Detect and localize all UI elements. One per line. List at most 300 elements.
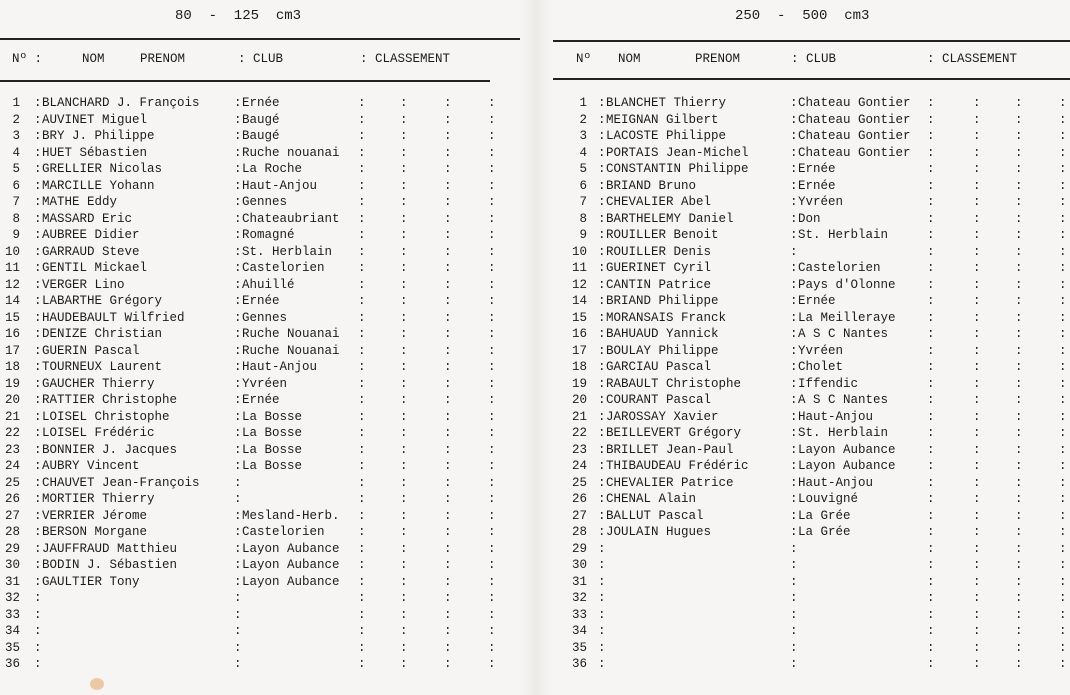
row-number: 21 — [571, 409, 587, 424]
row-separator: : — [400, 178, 408, 193]
row-separator: : — [488, 541, 496, 556]
row-separator: : — [234, 162, 242, 176]
row-number: 29 — [4, 541, 20, 556]
row-number: 25 — [571, 475, 587, 490]
row-name: AUBREE Didier — [42, 228, 140, 242]
row-separator: : — [34, 459, 42, 473]
row-separator: : — [234, 277, 242, 292]
row-club: Cholet — [798, 360, 844, 374]
row-separator: : — [488, 558, 496, 572]
left-header-prenom: PRENOM — [140, 52, 186, 66]
row-number: 2 — [12, 112, 20, 127]
row-separator: : — [790, 591, 798, 605]
row-separator: : — [444, 508, 452, 523]
row-number: 27 — [571, 508, 587, 523]
row-separator: : — [444, 459, 452, 473]
row-separator: : — [973, 393, 981, 407]
row-separator: : — [358, 261, 366, 275]
row-number: 17 — [571, 343, 587, 358]
table-row — [0, 178, 520, 195]
row-separator: : — [1059, 624, 1067, 638]
table-row — [0, 640, 520, 657]
row-separator: : — [790, 211, 798, 226]
table-row — [0, 293, 520, 310]
table-row — [0, 508, 520, 525]
row-name: LABARTHE Grégory — [42, 294, 163, 308]
row-separator: : — [1015, 426, 1023, 440]
row-separator: : — [34, 96, 42, 110]
table-row — [0, 491, 520, 508]
row-number: 15 — [571, 310, 587, 325]
row-separator: : — [598, 211, 606, 226]
row-separator: : — [598, 261, 606, 275]
row-separator: : — [790, 640, 798, 655]
row-separator: : — [234, 96, 242, 110]
table-row — [553, 574, 1070, 591]
row-separator: : — [400, 607, 408, 622]
row-separator: : — [927, 492, 935, 506]
row-separator: : — [598, 475, 606, 490]
row-separator: : — [234, 657, 242, 671]
table-row — [553, 640, 1070, 657]
row-separator: : — [1015, 244, 1023, 259]
row-number: 35 — [571, 640, 587, 655]
row-separator: : — [34, 343, 42, 358]
row-name: BONNIER J. Jacques — [42, 442, 178, 457]
row-separator: : — [234, 228, 242, 242]
row-separator: : — [34, 508, 42, 523]
row-separator: : — [1015, 607, 1023, 622]
row-separator: : — [927, 475, 935, 490]
row-name: BRY J. Philippe — [42, 129, 155, 143]
row-separator: : — [234, 492, 242, 506]
row-separator: : — [790, 360, 798, 374]
row-name: GUERINET Cyril — [606, 261, 712, 275]
row-separator: : — [488, 162, 496, 176]
row-separator: : — [1015, 277, 1023, 292]
row-separator: : — [400, 327, 408, 341]
row-separator: : — [358, 426, 366, 440]
row-separator: : — [1015, 525, 1023, 539]
row-separator: : — [598, 541, 606, 556]
table-row — [0, 95, 520, 112]
row-separator: : — [358, 459, 366, 473]
row-separator: : — [973, 96, 981, 110]
row-name: LACOSTE Philippe — [606, 129, 727, 143]
row-club: Pays d'Olonne — [798, 277, 896, 292]
row-separator: : — [488, 393, 496, 407]
row-name: BRIAND Philippe — [606, 294, 719, 308]
row-separator: : — [234, 211, 242, 226]
row-number: 16 — [571, 327, 587, 341]
row-separator: : — [598, 327, 606, 341]
row-separator: : — [1059, 475, 1067, 490]
row-separator: : — [927, 310, 935, 325]
row-separator: : — [1059, 574, 1067, 589]
row-number: 1 — [579, 96, 587, 110]
row-separator: : — [973, 310, 981, 325]
row-separator: : — [34, 261, 42, 275]
row-separator: : — [973, 294, 981, 308]
row-separator: : — [400, 426, 408, 440]
row-separator: : — [1015, 393, 1023, 407]
row-separator: : — [927, 624, 935, 638]
row-club: Chateau Gontier — [798, 96, 911, 110]
row-club: Haut-Anjou — [798, 475, 874, 490]
row-separator: : — [488, 459, 496, 473]
row-name: RABAULT Christophe — [606, 376, 742, 391]
row-separator: : — [1059, 244, 1067, 259]
row-separator: : — [1059, 96, 1067, 110]
row-club: Romagné — [242, 228, 295, 242]
row-name: BAHUAUD Yannick — [606, 327, 719, 341]
row-club: Castelorien — [798, 261, 881, 275]
table-row — [0, 310, 520, 327]
row-separator: : — [234, 475, 242, 490]
row-separator: : — [358, 409, 366, 424]
row-separator: : — [790, 657, 798, 671]
row-separator: : — [234, 145, 242, 160]
row-separator: : — [973, 376, 981, 391]
row-separator: : — [488, 277, 496, 292]
row-name: VERGER Lino — [42, 277, 125, 292]
row-separator: : — [1059, 310, 1067, 325]
right-header-num: Nº — [576, 52, 592, 66]
row-separator: : — [400, 459, 408, 473]
row-separator: : — [927, 145, 935, 160]
row-separator: : — [790, 310, 798, 325]
row-separator: : — [790, 162, 798, 176]
row-number: 20 — [571, 393, 587, 407]
row-separator: : — [927, 607, 935, 622]
row-separator: : — [1015, 442, 1023, 457]
row-separator: : — [400, 96, 408, 110]
table-row — [553, 425, 1070, 442]
row-number: 33 — [571, 607, 587, 622]
row-separator: : — [400, 574, 408, 589]
row-separator: : — [358, 310, 366, 325]
table-row — [553, 293, 1070, 310]
row-name: JAROSSAY Xavier — [606, 409, 719, 424]
row-number: 29 — [571, 541, 587, 556]
row-separator: : — [598, 162, 606, 176]
table-row — [553, 541, 1070, 558]
row-separator: : — [1015, 294, 1023, 308]
row-club: St. Herblain — [798, 426, 889, 440]
row-club: Castelorien — [242, 261, 325, 275]
row-separator: : — [973, 624, 981, 638]
row-number: 9 — [579, 228, 587, 242]
row-separator: : — [400, 475, 408, 490]
row-separator: : — [444, 195, 452, 209]
row-club: Yvréen — [798, 195, 844, 209]
row-separator: : — [444, 145, 452, 160]
row-separator: : — [790, 426, 798, 440]
row-separator: : — [34, 624, 42, 638]
row-number: 17 — [4, 343, 20, 358]
row-separator: : — [444, 129, 452, 143]
row-separator: : — [927, 112, 935, 127]
row-club: La Bosse — [242, 459, 303, 473]
row-separator: : — [927, 178, 935, 193]
row-name: MEIGNAN Gilbert — [606, 112, 719, 127]
table-row — [0, 359, 520, 376]
row-separator: : — [358, 211, 366, 226]
row-separator: : — [234, 294, 242, 308]
row-separator: : — [598, 591, 606, 605]
row-separator: : — [488, 508, 496, 523]
row-separator: : — [34, 426, 42, 440]
row-separator: : — [234, 640, 242, 655]
row-separator: : — [358, 228, 366, 242]
table-row — [553, 112, 1070, 129]
row-separator: : — [973, 508, 981, 523]
row-separator: : — [790, 624, 798, 638]
table-row — [553, 95, 1070, 112]
row-separator: : — [488, 195, 496, 209]
row-separator: : — [234, 508, 242, 523]
row-name: GENTIL Mickael — [42, 261, 148, 275]
row-separator: : — [400, 492, 408, 506]
row-separator: : — [790, 574, 798, 589]
row-name: AUVINET Miguel — [42, 112, 148, 127]
table-row — [553, 227, 1070, 244]
row-number: 28 — [571, 525, 587, 539]
table-row — [0, 623, 520, 640]
row-separator: : — [1015, 327, 1023, 341]
row-separator: : — [790, 145, 798, 160]
row-separator: : — [234, 178, 242, 193]
row-separator: : — [973, 129, 981, 143]
row-separator: : — [1059, 442, 1067, 457]
row-separator: : — [927, 162, 935, 176]
row-separator: : — [488, 310, 496, 325]
row-number: 14 — [571, 294, 587, 308]
row-separator: : — [34, 541, 42, 556]
row-club: La Grée — [798, 508, 851, 523]
row-separator: : — [400, 310, 408, 325]
row-number: 14 — [4, 294, 20, 308]
row-separator: : — [34, 657, 42, 671]
row-name: BERSON Morgane — [42, 525, 148, 539]
row-separator: : — [927, 228, 935, 242]
row-separator: : — [973, 327, 981, 341]
row-separator: : — [34, 393, 42, 407]
row-separator: : — [234, 195, 242, 209]
row-separator: : — [790, 327, 798, 341]
row-separator: : — [400, 558, 408, 572]
row-separator: : — [1059, 228, 1067, 242]
row-separator: : — [1015, 211, 1023, 226]
row-separator: : — [927, 129, 935, 143]
table-row — [0, 409, 520, 426]
row-separator: : — [790, 244, 798, 259]
row-separator: : — [1015, 162, 1023, 176]
row-number: 27 — [4, 508, 20, 523]
table-row — [553, 343, 1070, 360]
row-number: 5 — [12, 162, 20, 176]
row-separator: : — [234, 558, 242, 572]
row-separator: : — [1059, 657, 1067, 671]
paper-stain — [90, 678, 104, 690]
row-name: GARCIAU Pascal — [606, 360, 712, 374]
row-name: CHEVALIER Patrice — [606, 475, 734, 490]
row-name: COURANT Pascal — [606, 393, 712, 407]
row-separator: : — [358, 591, 366, 605]
row-separator: : — [1015, 475, 1023, 490]
row-separator: : — [927, 558, 935, 572]
row-number: 20 — [4, 393, 20, 407]
table-row — [553, 392, 1070, 409]
row-separator: : — [973, 525, 981, 539]
row-separator: : — [358, 376, 366, 391]
row-club: La Grée — [798, 525, 851, 539]
row-club: Yvréen — [798, 343, 844, 358]
row-separator: : — [234, 574, 242, 589]
row-separator: : — [34, 228, 42, 242]
row-separator: : — [234, 459, 242, 473]
row-name: MASSARD Eric — [42, 211, 133, 226]
row-name: BODIN J. Sébastien — [42, 558, 178, 572]
row-separator: : — [1015, 96, 1023, 110]
row-separator: : — [790, 343, 798, 358]
row-separator: : — [598, 508, 606, 523]
row-separator: : — [927, 195, 935, 209]
row-separator: : — [488, 657, 496, 671]
table-row — [0, 376, 520, 393]
row-club: St. Herblain — [242, 244, 333, 259]
row-separator: : — [444, 426, 452, 440]
row-separator: : — [927, 343, 935, 358]
row-separator: : — [444, 409, 452, 424]
row-name: AUBRY Vincent — [42, 459, 140, 473]
row-number: 36 — [4, 657, 20, 671]
table-row — [553, 475, 1070, 492]
row-separator: : — [598, 442, 606, 457]
row-number: 5 — [579, 162, 587, 176]
row-club: Ernée — [798, 294, 836, 308]
row-separator: : — [973, 244, 981, 259]
table-row — [0, 161, 520, 178]
row-separator: : — [234, 393, 242, 407]
row-name: DENIZE Christian — [42, 327, 163, 341]
row-separator: : — [1015, 459, 1023, 473]
row-separator: : — [1015, 129, 1023, 143]
row-number: 26 — [571, 492, 587, 506]
row-separator: : — [444, 360, 452, 374]
table-row — [0, 557, 520, 574]
row-separator: : — [927, 541, 935, 556]
row-separator: : — [34, 607, 42, 622]
row-name: VERRIER Jérome — [42, 508, 148, 523]
row-separator: : — [790, 228, 798, 242]
table-row — [0, 145, 520, 162]
row-separator: : — [358, 607, 366, 622]
row-name: MORANSAIS Franck — [606, 310, 727, 325]
row-separator: : — [444, 574, 452, 589]
row-separator: : — [790, 195, 798, 209]
row-separator: : — [488, 211, 496, 226]
row-separator: : — [488, 244, 496, 259]
row-separator: : — [598, 624, 606, 638]
row-separator: : — [34, 129, 42, 143]
row-separator: : — [444, 228, 452, 242]
row-club: Don — [798, 211, 821, 226]
table-row — [553, 376, 1070, 393]
row-separator: : — [927, 591, 935, 605]
row-name: HUET Sébastien — [42, 145, 148, 160]
row-separator: : — [358, 475, 366, 490]
row-number: 32 — [571, 591, 587, 605]
row-separator: : — [1059, 508, 1067, 523]
row-separator: : — [234, 541, 242, 556]
table-row — [553, 557, 1070, 574]
row-separator: : — [488, 343, 496, 358]
row-separator: : — [34, 409, 42, 424]
table-row — [0, 343, 520, 360]
row-number: 34 — [571, 624, 587, 638]
row-name: GAULTIER Tony — [42, 574, 140, 589]
row-name: BARTHELEMY Daniel — [606, 211, 734, 226]
row-number: 10 — [4, 244, 20, 259]
table-row — [0, 475, 520, 492]
table-row — [0, 244, 520, 261]
row-separator: : — [973, 475, 981, 490]
row-separator: : — [34, 360, 42, 374]
row-separator: : — [400, 211, 408, 226]
row-separator: : — [488, 376, 496, 391]
row-separator: : — [234, 591, 242, 605]
row-separator: : — [1015, 261, 1023, 275]
row-number: 28 — [4, 525, 20, 539]
row-separator: : — [400, 343, 408, 358]
row-separator: : — [598, 310, 606, 325]
row-name: MARCILLE Yohann — [42, 178, 155, 193]
row-separator: : — [790, 525, 798, 539]
right-page-title: 250 - 500 cm3 — [735, 8, 870, 24]
row-separator: : — [358, 360, 366, 374]
row-number: 8 — [12, 211, 20, 226]
row-separator: : — [234, 442, 242, 457]
row-separator: : — [598, 294, 606, 308]
row-separator: : — [927, 393, 935, 407]
row-separator: : — [973, 574, 981, 589]
row-separator: : — [790, 277, 798, 292]
row-separator: : — [1059, 112, 1067, 127]
row-club: Yvréen — [242, 376, 288, 391]
row-separator: : — [400, 145, 408, 160]
row-separator: : — [973, 112, 981, 127]
row-separator: : — [488, 624, 496, 638]
row-separator: : — [34, 475, 42, 490]
row-name: TOURNEUX Laurent — [42, 360, 163, 374]
row-number: 6 — [12, 178, 20, 193]
row-separator: : — [34, 112, 42, 127]
table-row — [553, 178, 1070, 195]
row-separator: : — [358, 112, 366, 127]
row-separator: : — [598, 426, 606, 440]
row-separator: : — [34, 640, 42, 655]
table-row — [553, 277, 1070, 294]
row-club: Layon Aubance — [242, 541, 340, 556]
row-separator: : — [1059, 195, 1067, 209]
row-separator: : — [444, 558, 452, 572]
row-number: 8 — [579, 211, 587, 226]
row-separator: : — [444, 244, 452, 259]
right-entry-list — [553, 95, 1070, 673]
row-separator: : — [488, 145, 496, 160]
row-separator: : — [34, 558, 42, 572]
